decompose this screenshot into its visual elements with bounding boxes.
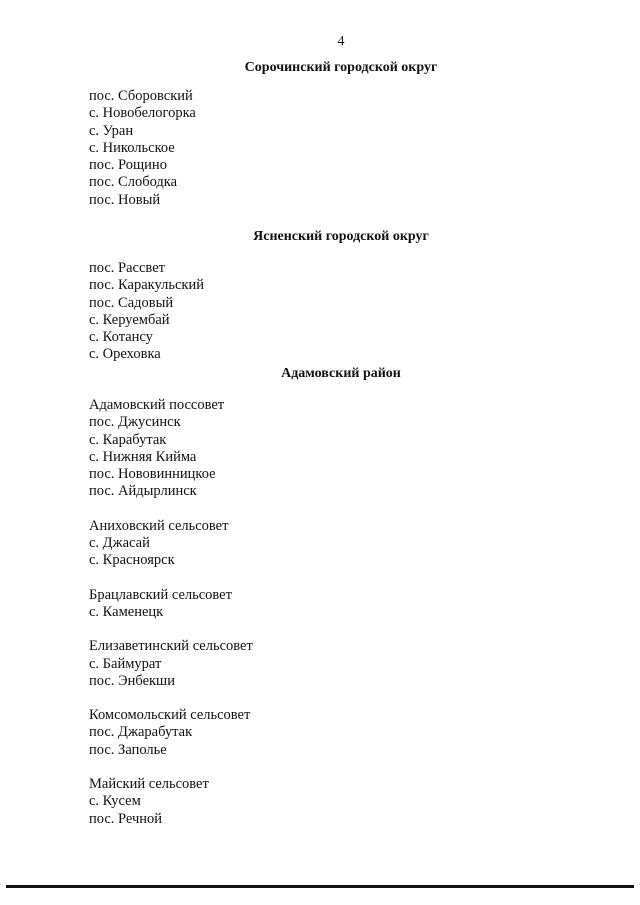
list-item: с. Новобелогорка	[89, 105, 196, 122]
list-item: пос. Рощино	[89, 157, 167, 174]
settlement-list-adamovsky	[89, 397, 253, 828]
list-item: пос. Джарабутак	[89, 724, 193, 741]
list-item: пос. Речной	[89, 810, 163, 827]
list-item: с. Котансу	[89, 329, 153, 346]
list-item: пос. Новый	[89, 191, 161, 208]
list-item: Елизаветинский сельсовет	[89, 638, 253, 655]
list-item: с. Карабутак	[89, 431, 167, 448]
list-item: с. Красноярск	[89, 552, 175, 569]
list-item: пос. Заполье	[89, 741, 167, 758]
group-spacer	[89, 501, 253, 518]
list-item: с. Кусем	[89, 793, 141, 810]
list-item: пос. Джусинск	[89, 414, 181, 431]
list-item: Аниховский сельсовет	[89, 517, 229, 534]
list-item: пос. Айдырлинск	[89, 483, 197, 500]
list-item: пос. Энбекши	[89, 672, 175, 689]
group-spacer	[89, 621, 253, 638]
list-item: с. Никольское	[89, 139, 175, 156]
section-heading-adamovsky: Адамовский район	[281, 366, 401, 381]
list-item: Адамовский поссовет	[89, 397, 225, 413]
bottom-rule	[6, 885, 634, 888]
list-item: с. Керуембай	[89, 311, 170, 328]
list-item: пос. Рассвет	[89, 260, 165, 276]
settlement-list-yasnensky	[89, 260, 204, 364]
list-item: пос. Садовый	[89, 294, 174, 311]
list-item: Брацлавский сельсовет	[89, 586, 232, 603]
list-item: с. Джасай	[89, 535, 150, 552]
list-item: пос. Слободка	[89, 174, 178, 191]
section-heading-yasnensky: Ясненский городской округ	[253, 229, 429, 244]
settlement-list-sorochinsky	[89, 88, 196, 209]
list-item: пос. Сборовский	[89, 88, 193, 104]
list-item: с. Каменецк	[89, 603, 164, 620]
section-heading-sorochinsky: Сорочинский городской округ	[244, 60, 438, 75]
group-spacer	[89, 570, 253, 587]
list-item: с. Нижняя Кийма	[89, 448, 197, 465]
list-item: пос. Нововинницкое	[89, 466, 216, 483]
page-number: 4	[337, 34, 345, 49]
list-item: Комсомольский сельсовет	[89, 707, 251, 724]
list-item: пос. Каракульский	[89, 277, 204, 294]
list-item: Майский сельсовет	[89, 776, 209, 793]
group-spacer	[89, 759, 253, 776]
list-item: с. Баймурат	[89, 655, 162, 672]
list-item: с. Уран	[89, 122, 134, 139]
group-spacer	[89, 690, 253, 707]
list-item: с. Ореховка	[89, 346, 161, 363]
